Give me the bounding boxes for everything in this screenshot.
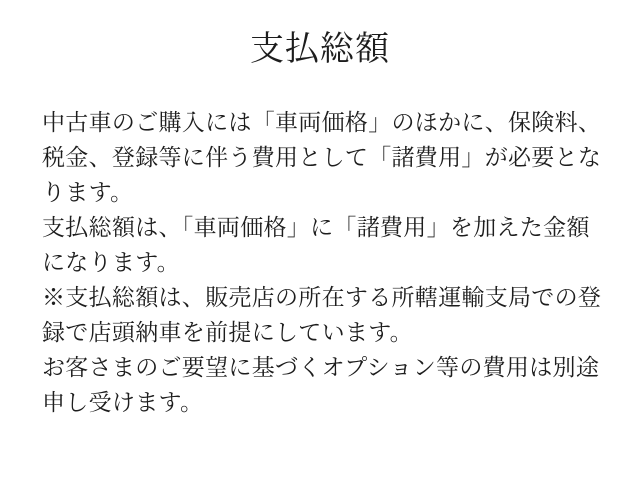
- notice-line: 税金、登録等に伴う費用として「諸費用」が必要とな: [42, 144, 602, 170]
- notice-line: ります。: [42, 179, 134, 205]
- notice-line: 申し受けます。: [42, 389, 204, 415]
- page-title: 支払総額: [250, 30, 390, 68]
- notice-line: 中古車のご購入には「車両価格」のほかに、保険料、: [42, 109, 602, 135]
- notice-text-block: [42, 105, 602, 420]
- notice-line: 支払総額は、「車両価格」に「諸費用」を加えた金額: [42, 214, 590, 240]
- notice-line: ※支払総額は、販売店の所在する所轄運輸支局での登: [42, 284, 602, 310]
- notice-line: お客さまのご要望に基づくオプション等の費用は別途: [42, 354, 600, 380]
- notice-line: 録で店頭納車を前提にしています。: [42, 319, 413, 345]
- notice-line: になります。: [42, 249, 180, 275]
